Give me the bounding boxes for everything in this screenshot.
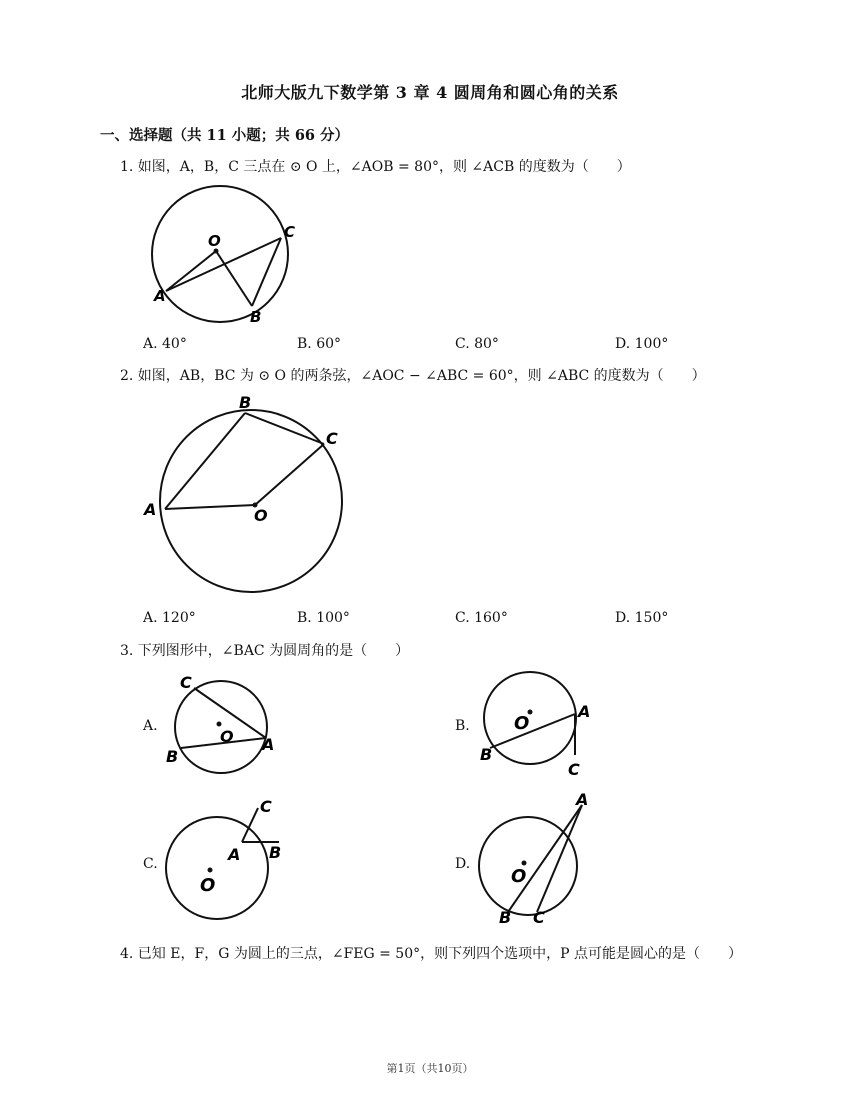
q3b-label-c: C — [568, 760, 580, 779]
q1-option-b[interactable]: B. 60° — [297, 336, 342, 352]
q2-option-a[interactable]: A. 120° — [143, 610, 196, 626]
q2-option-d[interactable]: D. 150° — [615, 610, 669, 626]
q3c-label-o: O — [200, 875, 216, 896]
page-title: 北师大版九下数学第 3 章 4 圆周角和圆心角的关系 — [241, 83, 619, 102]
q3d-label-c: C — [533, 908, 545, 927]
question-4-stem: 4. 已知 E，F，G 为圆上的三点，∠FEG = 50°，则下列四个选项中，P 点可能是圆心的是（ ） — [120, 946, 742, 962]
q1-option-a[interactable]: A. 40° — [143, 336, 187, 352]
q1-label-a: A — [154, 287, 166, 305]
q3b-label-o: O — [514, 713, 530, 734]
q3c-label-c: C — [260, 797, 272, 816]
q3-choice-c-label[interactable]: C. — [143, 856, 158, 872]
question-1-stem: 1. 如图，A，B，C 三点在 ⊙ O 上，∠AOB = 80°，则 ∠ACB 的度数为（ ） — [120, 159, 631, 175]
q2-label-a: A — [144, 500, 157, 519]
q3c-label-b: B — [269, 843, 282, 862]
question-2-stem: 2. 如图，AB，BC 为 ⊙ O 的两条弦，∠AOC − ∠ABC = 60°，则 ∠ABC 的度数为（ ） — [120, 368, 706, 384]
q2-label-c: C — [326, 429, 338, 448]
q3b-label-a: A — [578, 702, 591, 721]
section-heading: 一、选择题（共 11 小题；共 66 分） — [100, 127, 350, 144]
q3a-label-o: O — [220, 727, 234, 746]
page-footer: 第1页（共10页） — [386, 1062, 474, 1075]
question-3-stem: 3. 下列图形中，∠BAC 为圆周角的是（ ） — [120, 643, 410, 659]
q3a-label-a: A — [262, 735, 275, 754]
q1-option-d[interactable]: D. 100° — [615, 336, 669, 352]
q3-choice-b-label[interactable]: B. — [455, 718, 470, 734]
q1-label-c: C — [284, 223, 296, 241]
q3-choice-c-figure — [160, 790, 300, 925]
q3a-label-c: C — [180, 673, 192, 692]
question-2-figure — [138, 390, 353, 600]
q1-option-c[interactable]: C. 80° — [455, 336, 499, 352]
q3d-label-a: A — [576, 790, 589, 809]
q3a-label-b: B — [166, 747, 179, 766]
question-1-figure — [140, 185, 310, 330]
q2-option-b[interactable]: B. 100° — [297, 610, 350, 626]
q3-choice-d-label[interactable]: D. — [455, 856, 471, 872]
q3d-label-o: O — [511, 866, 527, 887]
q2-option-c[interactable]: C. 160° — [455, 610, 508, 626]
q2-label-o: O — [254, 506, 268, 525]
q1-label-o: O — [208, 232, 221, 250]
q3-choice-d-figure — [470, 785, 600, 930]
q1-label-b: B — [250, 308, 262, 326]
q3d-label-b: B — [499, 908, 512, 927]
q3-choice-a-figure — [160, 668, 285, 778]
q3-choice-a-label[interactable]: A. — [143, 718, 158, 734]
q3b-label-b: B — [480, 745, 493, 764]
q2-label-b: B — [239, 393, 252, 412]
q3-choice-b-figure — [470, 660, 600, 785]
q3c-label-a: A — [228, 845, 241, 864]
